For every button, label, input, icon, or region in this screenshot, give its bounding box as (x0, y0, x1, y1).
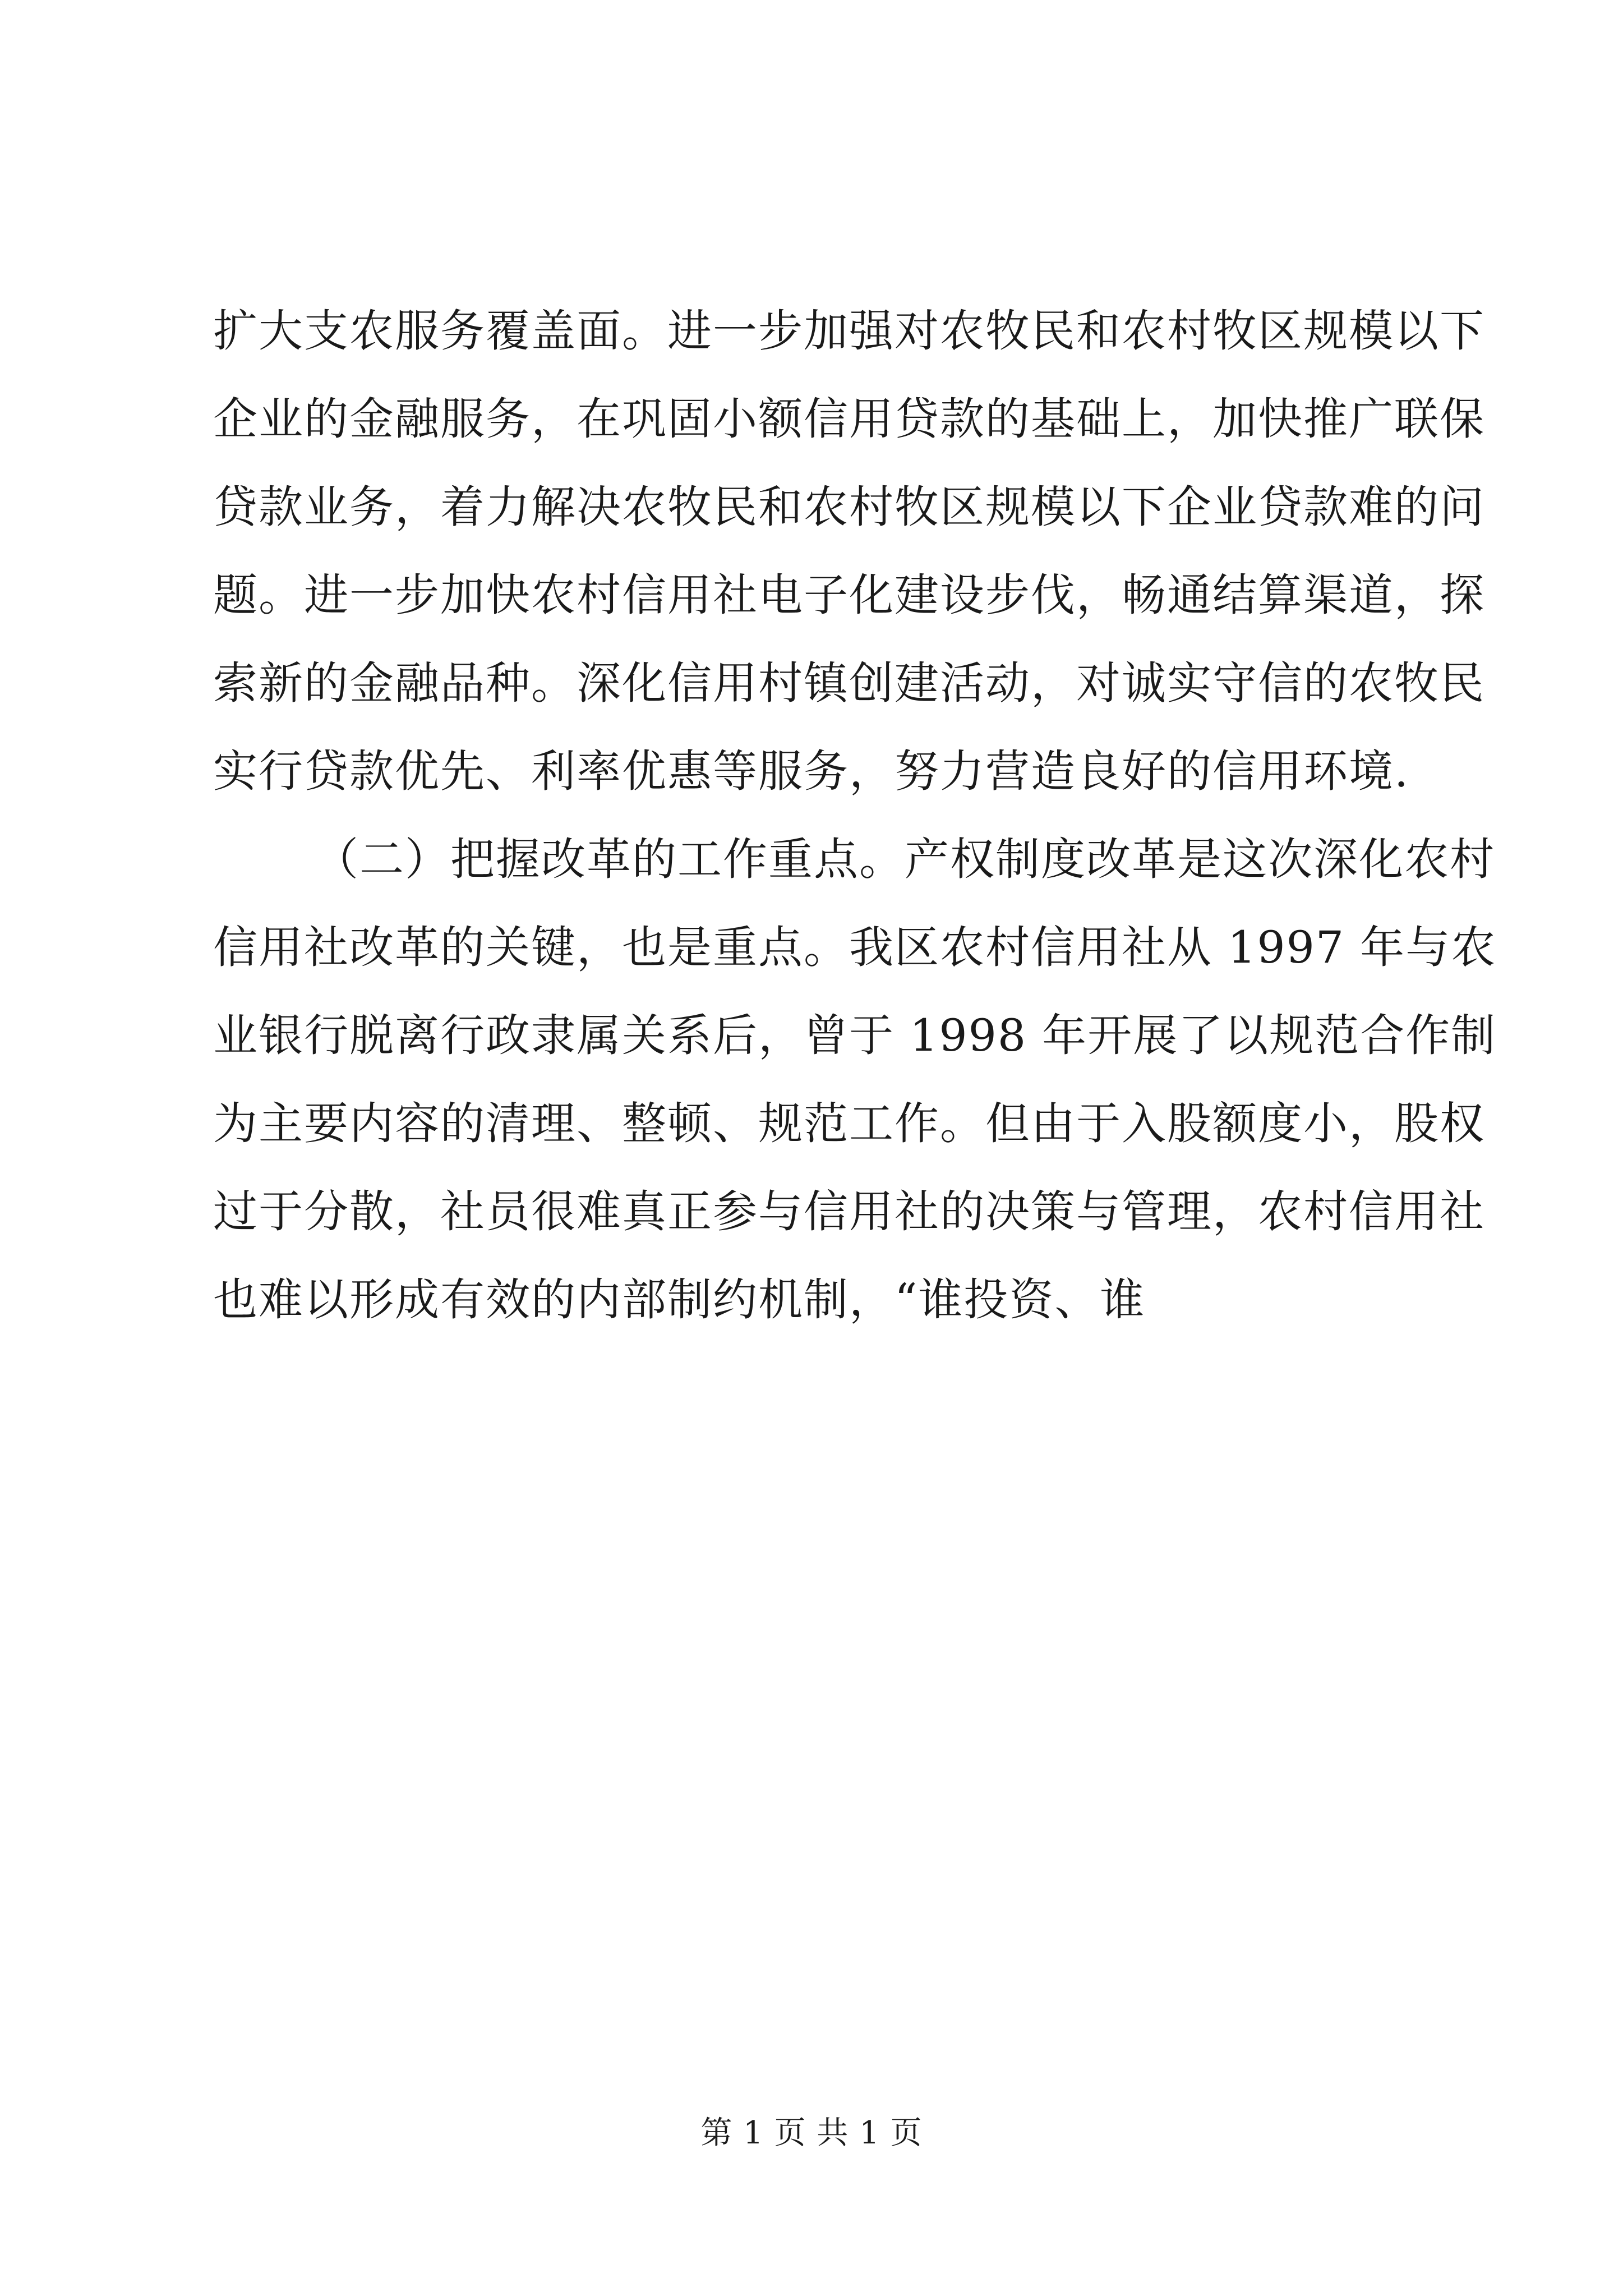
paragraph-1-line-2: 企业的金融服务，在巩固小额信用贷款的基础上，加快推广联保 (213, 393, 1485, 445)
paragraph-1-line-4: 题。进一步加快农村信用社电子化建设步伐，畅通结算渠道，探 (213, 569, 1485, 621)
paragraph-2-line-3: 业银行脱离行政隶属关系后，曾于 1998 年开展了以规范合作制 (213, 1010, 1497, 1061)
paragraph-2-line-2: 信用社改革的关键，也是重点。我区农村信用社从 1997 年与农 (213, 922, 1497, 973)
paragraph-2-line-6: 也难以形成有效的内部制约机制，“谁投资、谁 (213, 1274, 1146, 1326)
paragraph-1-line-6: 实行贷款优先、利率优惠等服务，努力营造良好的信用环境. (213, 746, 1410, 797)
page-footer: 第 1 页 共 1 页 (700, 2115, 923, 2151)
paragraph-1-line-1: 扩大支农服务覆盖面。进一步加强对农牧民和农村牧区规模以下 (213, 305, 1485, 357)
paragraph-2-line-1: （二）把握改革的工作重点。产权制度改革是这次深化农村 (314, 834, 1495, 885)
paragraph-1-line-3: 贷款业务，着力解决农牧民和农村牧区规模以下企业贷款难的问 (213, 481, 1485, 533)
paragraph-1-line-5: 索新的金融品种。深化信用村镇创建活动，对诚实守信的农牧民 (213, 657, 1485, 709)
paragraph-2-line-4: 为主要内容的清理、整顿、规范工作。但由于入股额度小，股权 (213, 1098, 1485, 1149)
paragraph-2-line-5: 过于分散，社员很难真正参与信用社的决策与管理，农村信用社 (213, 1186, 1485, 1237)
